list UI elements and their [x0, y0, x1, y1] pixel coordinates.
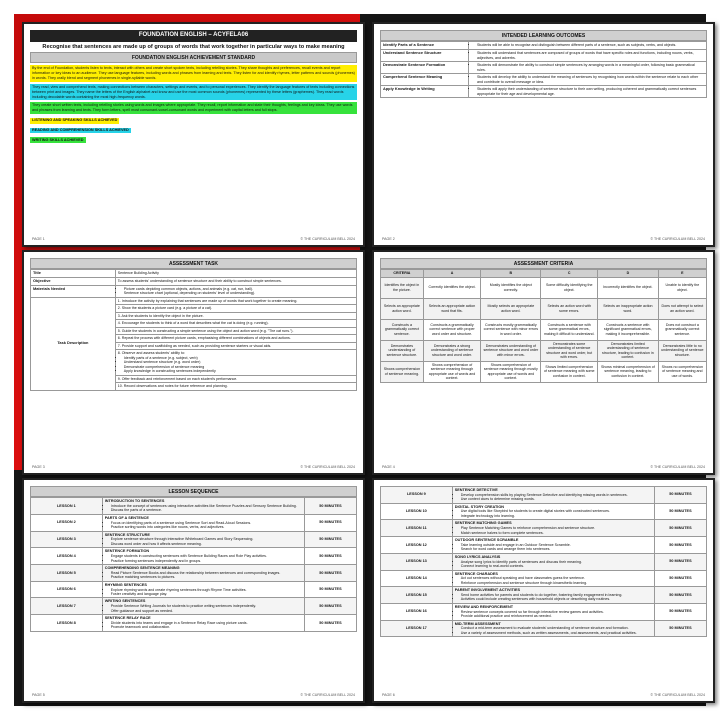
lesson-duration: 50 MINUTES — [654, 603, 706, 620]
criteria-cell: Demonstrates limited understanding of sentence structure, leading to confusion in content. — [598, 340, 659, 361]
lesson-point: • Act out sentences without speaking and have classmates guess the sentence. — [461, 576, 652, 580]
lesson-row — [381, 603, 707, 620]
lesson-point: • Divide students into teams and engage in a Sentence Relay Race using picture cards. — [111, 621, 302, 625]
outcome-cell — [469, 86, 707, 98]
lesson-row — [381, 487, 707, 504]
outcome-row — [381, 86, 707, 98]
lesson-row — [381, 553, 707, 570]
lesson-points — [105, 521, 302, 530]
lesson-points — [105, 504, 302, 513]
outcome-list — [471, 63, 704, 72]
lesson-title: COMPREHENDING SENTENCE MEANING — [104, 566, 180, 571]
criteria-cell: Mostly identifies the object correctly. — [481, 277, 541, 298]
criteria-row — [381, 277, 707, 298]
criteria-cell: Constructs a grammatically correct sentence. — [381, 319, 424, 340]
lesson-points — [105, 621, 302, 630]
lesson-points — [455, 526, 652, 535]
lesson-detail — [452, 520, 654, 537]
materials-list — [118, 287, 354, 296]
criteria-cell: Does not construct a grammatically correct sentence. — [658, 319, 706, 340]
outcome-cell — [469, 42, 707, 50]
outcome-list — [471, 75, 704, 84]
criteria-cell: Selects an appropriate action word that fits. — [423, 298, 480, 319]
criteria-cell: Demonstrates a strong understanding of sentence structure and word order. — [423, 340, 480, 361]
criteria-header-row — [381, 270, 707, 277]
lesson-point: • Discuss the parts of a sentence. — [111, 508, 302, 512]
outcome-label: Apply Knowledge in Writing — [381, 86, 469, 98]
lesson-point: • Practice matching sentences to pictures. — [111, 575, 302, 579]
outcome-row — [381, 42, 707, 50]
lesson-row — [31, 514, 357, 531]
lesson-detail — [452, 570, 654, 587]
lesson-title: REVIEW AND REINFORCEMENT — [454, 604, 514, 609]
page-number: PAGE 5 — [32, 692, 45, 697]
lesson-point: • Practice sorting words into categories like nouns, verbs, and adjectives. — [111, 525, 302, 529]
lesson-sequence-table — [30, 497, 357, 632]
lesson-duration: 50 MINUTES — [304, 498, 356, 515]
outcome-label: Identify Parts of a Sentence — [381, 42, 469, 50]
task-step: 9. Offer feedback and reinforcement based on each student's performance. — [115, 375, 356, 382]
lesson-duration: 50 MINUTES — [304, 581, 356, 598]
outcome-row — [381, 50, 707, 62]
lesson-title: SENTENCE STRUCTURE — [104, 532, 150, 537]
criteria-cell: Demonstrates some understanding of sentence structure and word order, but with errors. — [541, 340, 598, 361]
criteria-header: E — [658, 270, 706, 277]
lesson-sequence-title: LESSON SEQUENCE — [30, 486, 357, 497]
outcome-list — [471, 43, 704, 47]
material-item: • Sentence structure chart (optional, depending on students' level of understanding). — [124, 291, 354, 295]
task-description-label: Task Description — [31, 297, 116, 390]
lesson-points — [455, 610, 652, 619]
task-step: 10. Record observations and notes for future reference and planning. — [115, 383, 356, 390]
criteria-cell: Correctly identifies the object. — [423, 277, 480, 298]
lesson-point: • Develop comprehension skills by playing Sentence Detective and identifying missing words in sentences. — [461, 493, 652, 497]
lesson-duration: 50 MINUTES — [654, 487, 706, 504]
criteria-cell: Demonstrates little to no understanding of sentence structure. — [658, 340, 706, 361]
criteria-header: CRITERIA — [381, 270, 424, 277]
lesson-point: • Reinforce comprehension and sentence structure through kinaesthetic learning. — [461, 581, 652, 585]
lesson-number: LESSON 1 — [31, 498, 103, 515]
lesson-number: LESSON 9 — [381, 487, 453, 504]
lesson-number: LESSON 7 — [31, 598, 103, 615]
materials-label: Materials Needed — [31, 286, 116, 298]
lesson-title: MID-TERM ASSESSMENT — [454, 621, 501, 626]
lesson-duration: 50 MINUTES — [304, 615, 356, 632]
lesson-points — [105, 537, 302, 546]
outcome-row — [381, 62, 707, 74]
lesson-point: • Promote teamwork and collaboration. — [111, 625, 302, 629]
lesson-duration: 50 MINUTES — [654, 537, 706, 554]
page-number: PAGE 2 — [382, 236, 395, 241]
lesson-row — [31, 498, 357, 515]
standard-paragraph-listening: By the end of Foundation, students listen to texts, interact with others and create short spoken texts, including retelling stories. They share thoughts and preferences, recall events and report information or key ideas to an audience. They use language features, including words and phrases from learning and texts. They listen for and identify rhymes, letter patterns and sounds (phonemes) in words. They orally blend and segment phonemes in single-syllable words. — [30, 65, 357, 81]
lesson-detail — [102, 615, 304, 632]
lesson-number: LESSON 13 — [381, 553, 453, 570]
lesson-point: • Provide additional practice and reinforcement as needed. — [461, 614, 652, 618]
lesson-number: LESSON 15 — [381, 587, 453, 604]
lesson-duration: 50 MINUTES — [304, 565, 356, 582]
lesson-duration: 50 MINUTES — [654, 587, 706, 604]
criteria-row — [381, 361, 707, 382]
lesson-number: LESSON 3 — [31, 531, 103, 548]
criteria-cell: Selects an inappropriate action word. — [598, 298, 659, 319]
lesson-duration: 50 MINUTES — [304, 514, 356, 531]
lesson-title: WRITING SENTENCES — [104, 599, 146, 604]
outcome-text: • Students will apply their understanding of sentence structure to their own writing, producing coherent and grammatically correct sentences appropriate for their age and developmental age. — [477, 87, 704, 96]
lesson-row — [381, 570, 707, 587]
lesson-title: SONG LYRICS ANALYSIS — [454, 554, 501, 559]
criteria-row — [381, 298, 707, 319]
lesson-duration: 50 MINUTES — [654, 553, 706, 570]
criteria-cell: Shows limited comprehension of sentence meaning with some confusion in context. — [541, 361, 598, 382]
lesson-duration: 50 MINUTES — [654, 503, 706, 520]
footer-brand: © THE CURRICULUM BELL 2024 — [300, 692, 355, 697]
lesson-points — [455, 626, 652, 635]
outcome-cell — [469, 74, 707, 86]
learning-outcomes-title: INTENDED LEARNING OUTCOMES — [380, 30, 707, 41]
lesson-number: LESSON 12 — [381, 537, 453, 554]
criteria-cell: Demonstrates understanding of sentence structure. — [381, 340, 424, 361]
assessment-task-title: ASSESSMENT TASK — [30, 258, 357, 269]
lesson-title: PARENT INVOLVEMENT ACTIVITIES — [454, 588, 521, 593]
criteria-header: D — [598, 270, 659, 277]
footer-brand: © THE CURRICULUM BELL 2024 — [300, 464, 355, 469]
lesson-number: LESSON 2 — [31, 514, 103, 531]
lesson-row — [381, 537, 707, 554]
lesson-points — [105, 571, 302, 580]
lesson-number: LESSON 17 — [381, 620, 453, 637]
criteria-cell: Incorrectly identifies the object. — [598, 277, 659, 298]
lesson-row — [31, 531, 357, 548]
assessment-task-table — [30, 269, 357, 391]
lesson-title: SENTENCE RELAY RACE — [104, 616, 151, 621]
lesson-point: • Match sentence halves to form complete sentences. — [461, 531, 652, 535]
skill-listening: LISTENING AND SPEAKING SKILLS ACHIEVED — [32, 118, 118, 123]
lesson-row — [31, 565, 357, 582]
criteria-cell: Selects an appropriate action word. — [381, 298, 424, 319]
lesson-row — [31, 598, 357, 615]
achievement-standard-title: FOUNDATION ENGLISH ACHIEVEMENT STANDARD — [30, 52, 357, 63]
task-step: 2. Show the students a picture card (e.g. a picture of a cat). — [115, 305, 356, 312]
observe-list — [118, 356, 354, 374]
footer-brand: © THE CURRICULUM BELL 2024 — [650, 464, 705, 469]
lesson-duration: 50 MINUTES — [654, 620, 706, 637]
lesson-title: SENTENCE DETECTIVE — [454, 488, 498, 492]
lesson-detail — [102, 598, 304, 615]
outcome-cell — [469, 62, 707, 74]
page-3 — [22, 250, 365, 475]
outcome-label: Demonstrate Sentence Formation — [381, 62, 469, 74]
lesson-point: • Use a variety of assessment methods, such as written assessments, oral assessments, and practical activities. — [461, 631, 652, 635]
lesson-number: LESSON 4 — [31, 548, 103, 565]
page-5 — [22, 478, 365, 703]
lesson-title: DIGITAL STORY CREATION — [454, 504, 505, 509]
outcome-cell — [469, 50, 707, 62]
assessment-criteria-table — [380, 269, 707, 382]
lesson-detail — [102, 531, 304, 548]
lesson-points — [455, 493, 652, 502]
lesson-duration: 50 MINUTES — [304, 531, 356, 548]
lesson-point: • Explore rhyming words and create rhyming sentences through Rhyme Time activities. — [111, 588, 302, 592]
task-step: 7. Provide support and scaffolding as needed, such as providing sentence starters or visual aids. — [115, 342, 356, 349]
outcome-text: • Students will be able to recognise and distinguish between different parts of a sentence, such as subjects, verbs, and objects. — [477, 43, 704, 47]
skill-writing: WRITING SKILLS ACHIEVED — [32, 137, 84, 142]
criteria-cell: Shows minimal comprehension of sentence meaning, leading to confusion in context. — [598, 361, 659, 382]
lesson-points — [105, 588, 302, 597]
lesson-detail — [102, 548, 304, 565]
lesson-point: • Focus on identifying parts of a sentence using Sentence Sort and Read-Aloud Sessions. — [111, 521, 302, 525]
page-2 — [372, 22, 715, 247]
criteria-cell: Constructs mostly grammatically correct sentence with minor errors in word order. — [481, 319, 541, 340]
lesson-point: • Read Picture Sentence Books and discuss the relationship between sentences and corresponding images. — [111, 571, 302, 575]
task-step: 3. Ask the students to identify the object in the picture. — [115, 312, 356, 319]
criteria-cell: Does not attempt to select an action word. — [658, 298, 706, 319]
lesson-duration: 50 MINUTES — [654, 570, 706, 587]
outcome-list — [471, 51, 704, 60]
learning-outcomes-table — [380, 41, 707, 98]
criteria-cell: Shows no comprehension of sentence meaning and use of words. — [658, 361, 706, 382]
page-6 — [372, 478, 715, 703]
criteria-header: A — [423, 270, 480, 277]
criteria-cell: Shows comprehension of sentence meaning through mostly appropriate use of words and context. — [481, 361, 541, 382]
observe-item: • Identify parts of a sentence (e.g. subject, verb) — [124, 356, 354, 360]
lesson-point: • Foster creativity and language play. — [111, 592, 302, 596]
outcome-label: Comprehend Sentence Meaning — [381, 74, 469, 86]
criteria-header: B — [481, 270, 541, 277]
lesson-number: LESSON 6 — [31, 581, 103, 598]
objective-label: Objective — [31, 278, 116, 286]
observe-intro: 8. Observe and assess students' ability to: — [117, 351, 185, 356]
lesson-points — [455, 509, 652, 518]
criteria-cell: Shows comprehension of sentence meaning. — [381, 361, 424, 382]
lesson-point: • Activities could include creating sentences with household objects or describing daily routines. — [461, 597, 652, 601]
lesson-points — [455, 543, 652, 552]
lesson-point: • Connect learning to real-world contexts. — [461, 564, 652, 568]
task-step: 5. Guide the students in constructing a simple sentence using the object and action word (e.g. "The cat runs."). — [115, 327, 356, 334]
lesson-point: • Analyse song lyrics to identify parts of sentences and discuss their meaning. — [461, 560, 652, 564]
page-number: PAGE 4 — [382, 464, 395, 469]
lesson-duration: 50 MINUTES — [654, 520, 706, 537]
lesson-detail — [452, 537, 654, 554]
lesson-point: • Take learning outside and engage in an Outdoor Sentence Scramble. — [461, 543, 652, 547]
lesson-sequence-table-continued — [380, 486, 707, 637]
lesson-title: RHYMING SENTENCES — [104, 582, 147, 587]
criteria-cell: Mostly selects an appropriate action word. — [481, 298, 541, 319]
lesson-point: • Introduce the concept of sentences using interactive activities like Sentence Puzzles and Sensory Sentence Building. — [111, 504, 302, 508]
page-1-subtitle: Recognise that sentences are made up of groups of words that work together in particular ways to make meaning — [42, 43, 345, 50]
lesson-title: SENTENCE FORMATION — [104, 549, 150, 554]
lesson-row — [381, 503, 707, 520]
lesson-title: PARTS OF A SENTENCE — [104, 515, 149, 520]
lesson-number: LESSON 11 — [381, 520, 453, 537]
lesson-points — [105, 604, 302, 613]
objective-value: To assess students' understanding of sentence structure and their ability to construct simple sentences. — [115, 278, 356, 286]
lesson-point: • Use context clues to determine missing words. — [461, 497, 652, 501]
lesson-detail — [102, 581, 304, 598]
lesson-title: SENTENCE MATCHING GAMES — [454, 521, 512, 526]
lesson-points — [455, 576, 652, 585]
task-step: 1. Introduce the activity by explaining that sentences are made up of words that work together to create meaning. — [115, 297, 356, 304]
observe-item: • Understand sentence structure (e.g. word order) — [124, 360, 354, 364]
lesson-detail — [102, 514, 304, 531]
lesson-detail — [452, 603, 654, 620]
lesson-number: LESSON 14 — [381, 570, 453, 587]
lesson-detail — [452, 587, 654, 604]
lesson-number: LESSON 5 — [31, 565, 103, 582]
lesson-duration: 50 MINUTES — [304, 548, 356, 565]
lesson-detail — [452, 503, 654, 520]
lesson-number: LESSON 10 — [381, 503, 453, 520]
footer-brand: © THE CURRICULUM BELL 2024 — [650, 692, 705, 697]
task-title-label: Title — [31, 270, 116, 278]
lesson-detail — [452, 620, 654, 637]
task-title-value: Sentence Building Activity — [115, 270, 356, 278]
footer-brand: © THE CURRICULUM BELL 2024 — [300, 236, 355, 241]
criteria-cell: Constructs a sentence with some grammatical errors, making it difficult to understand. — [541, 319, 598, 340]
lesson-point: • Send home activities for parents and students to do together, fostering family engagement in learning. — [461, 593, 652, 597]
lesson-point: • Discuss word order and how it affects sentence meaning. — [111, 542, 302, 546]
lesson-duration: 50 MINUTES — [304, 598, 356, 615]
outcome-text: • Students will develop the ability to understand the meaning of sentences by recognising how words within the sentence relate to each other and contribute to overall message or idea. — [477, 75, 704, 84]
assessment-criteria-title: ASSESSMENT CRITERIA — [380, 258, 707, 269]
standard-paragraph-reading: They read, view and comprehend texts, making connections between characters, settings and events, and to personal experiences. They identify the language features of texts including connections between print and images. They name the letters of the English alphabet and know and use the most common sounds (phonemes) represented by these letters (graphemes). They read words including decodable words containing the most high-frequency words. — [30, 84, 357, 100]
lesson-point: • Use digital tools like Storybird for students to create digital stories with constructed sentences. — [461, 509, 652, 513]
lesson-title: OUTDOOR SENTENCE SCRAMBLE — [454, 538, 519, 543]
standard-paragraph-writing: They create short written texts, including retelling stories using words and images where appropriate. They recall, report information and state their thoughts, feelings and key ideas. They use words and phrases from learning and texts. They form letters, spell most consonant-vowel-consonant words and experiment with capital letters and full stops. — [30, 102, 357, 114]
criteria-cell: Demonstrates understanding of sentence structure and word order with minor errors. — [481, 340, 541, 361]
lesson-point: • Search for word cards and arrange them into sentences. — [461, 547, 652, 551]
lesson-title: INTRODUCTION TO SENTENCES — [104, 499, 165, 504]
lesson-title: SENTENCE CHARADES — [454, 571, 498, 576]
lesson-point: • Offer guidance and support as needed. — [111, 609, 302, 613]
outcome-text: • Students will understand that sentences are composed of groups of words that have specific roles and functions, including nouns, verbs, adjectives, and adverbs. — [477, 51, 704, 60]
lesson-row — [381, 620, 707, 637]
page-number: PAGE 1 — [32, 236, 45, 241]
criteria-cell: Some difficulty identifying the object. — [541, 277, 598, 298]
lesson-row — [31, 615, 357, 632]
outcome-label: Understand Sentence Structure — [381, 50, 469, 62]
lesson-point: • Play Sentence Matching Games to reinforce comprehension and sentence structure. — [461, 526, 652, 530]
observe-item: • Demonstrate comprehension of sentence meaning — [124, 365, 354, 369]
task-step: 4. Encourage the students to think of a word that describes what the cat is doing (e.g. running). — [115, 320, 356, 327]
lesson-detail — [452, 487, 654, 504]
page-number: PAGE 6 — [382, 692, 395, 697]
lesson-point: • Integrate technology into learning. — [461, 514, 652, 518]
lesson-point: • Explore sentence structure through interactive Whiteboard Games and Story Sequencing. — [111, 537, 302, 541]
criteria-header: C — [541, 270, 598, 277]
lesson-row — [381, 587, 707, 604]
page-number: PAGE 3 — [32, 464, 45, 469]
criteria-cell: Identifies the object in the picture. — [381, 277, 424, 298]
outcome-text: • Students will demonstrate the ability to construct simple sentences by arranging words in a meaningful order, following basic grammatical rules. — [477, 63, 704, 72]
skill-reading: READING AND COMPREHENSION SKILLS ACHIEVED — [32, 128, 129, 133]
lesson-detail — [102, 498, 304, 515]
lesson-points — [455, 560, 652, 569]
lesson-points — [455, 593, 652, 602]
outcome-row — [381, 74, 707, 86]
task-step: 6. Repeat the process with different picture cards, emphasising different combinations of objects and actions. — [115, 335, 356, 342]
footer-brand: © THE CURRICULUM BELL 2024 — [650, 236, 705, 241]
criteria-cell: Shows comprehension of sentence meaning through appropriate use of words and context. — [423, 361, 480, 382]
lesson-point: • Practice forming sentences independently and in groups. — [111, 559, 302, 563]
criteria-row — [381, 340, 707, 361]
page-1-header: FOUNDATION ENGLISH – ACYFELA06 — [30, 30, 357, 42]
observe-item: • Apply knowledge in constructing sentences independently — [124, 369, 354, 373]
lesson-row — [31, 581, 357, 598]
lesson-detail — [102, 565, 304, 582]
outcome-list — [471, 87, 704, 96]
page-1 — [22, 22, 365, 247]
criteria-row — [381, 319, 707, 340]
lesson-row — [381, 520, 707, 537]
lesson-number: LESSON 8 — [31, 615, 103, 632]
lesson-point: • Engage students in constructing sentences with Sentence Building Races and Role Play activities. — [111, 554, 302, 558]
criteria-cell: Constructs a sentence with significant grammatical errors, making it incomprehensible. — [598, 319, 659, 340]
criteria-cell: Constructs a grammatically correct sentence with proper word order and structure. — [423, 319, 480, 340]
lesson-points — [105, 554, 302, 563]
lesson-row — [31, 548, 357, 565]
criteria-cell: Selects an action word with some errors. — [541, 298, 598, 319]
page-4 — [372, 250, 715, 475]
lesson-detail — [452, 553, 654, 570]
lesson-point: • Provide Sentence Writing Journals for students to practice writing sentences independently. — [111, 604, 302, 608]
criteria-cell: Unable to identify the object. — [658, 277, 706, 298]
lesson-number: LESSON 16 — [381, 603, 453, 620]
material-item: • Picture cards depicting common objects, actions, and animals (e.g. cat, run, ball). — [124, 287, 354, 291]
lesson-point: • Review sentence concepts covered so far through interactive review games and activities. — [461, 610, 652, 614]
lesson-point: • Conduct a mid-term assessment to evaluate students' understanding of sentence structure and formation. — [461, 626, 652, 630]
